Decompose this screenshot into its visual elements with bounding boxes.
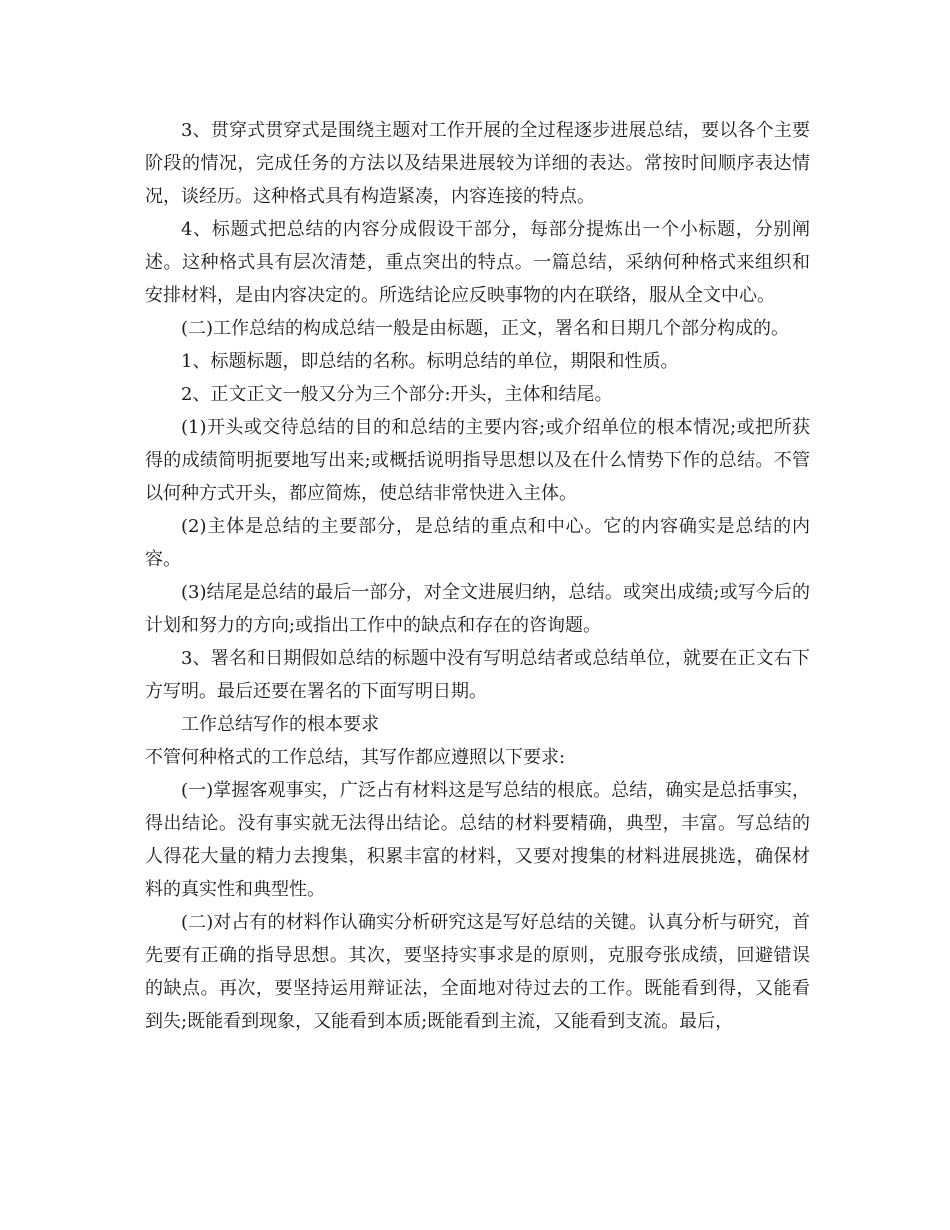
paragraph-ending: (3)结尾是总结的最后一部分，对全文进展归纳，总结。或突出成绩;或写今后的计划和努力的方向;或指出工作中的缺点和存在的咨询题。 [145, 582, 810, 636]
paragraph-structure: (二)工作总结的构成总结一般是由标题，正文，署名和日期几个部分构成的。 [181, 318, 790, 339]
paragraph-body-text: 2、正文正文一般又分为三个部分:开头，主体和结尾。 [181, 384, 613, 405]
paragraph-requirements-intro: 不管何种格式的工作总结，其写作都应遵照以下要求: [145, 747, 566, 768]
section-heading: 工作总结写作的根本要求 [181, 714, 379, 735]
paragraph-through-style: 3、贯穿式贯穿式是围绕主题对工作开展的全过程逐步进展总结，要以各个主要阶段的情况，完成任务的方法以及结果进展较为详细的表达。常按时间顺序表达情况，谈经历。这种格式具有构造紧凑，内容连接的特点。 [145, 120, 810, 207]
paragraph-title: 1、标题标题，即总结的名称。标明总结的单位，期限和性质。 [181, 351, 679, 372]
paragraph-main-body: (2)主体是总结的主要部分，是总结的重点和中心。它的内容确实是总结的内容。 [145, 516, 810, 570]
paragraph-requirement-two: (二)对占有的材料作认确实分析研究这是写好总结的关键。认真分析与研究，首先要有正确的指导思想。其次，要坚持实事求是的原则，克服夸张成绩，回避错误的缺点。再次，要坚持运用辩证法，全面地对待过去的工作。既能看到得，又能看到失;既能看到现象，又能看到本质;既能看到主流，又能看到支流。最后， [145, 912, 810, 1032]
document-body [145, 114, 810, 1038]
paragraph-heading-style: 4、标题式把总结的内容分成假设干部分，每部分提炼出一个小标题，分别阐述。这种格式具有层次清楚，重点突出的特点。一篇总结，采纳何种格式来组织和安排材料，是由内容决定的。所选结论应反映事物的内在联络，服从全文中心。 [145, 219, 810, 306]
paragraph-requirement-one: (一)掌握客观事实，广泛占有材料这是写总结的根底。总结，确实是总括事实，得出结论。没有事实就无法得出结论。总结的材料要精确，典型，丰富。写总结的人得花大量的精力去搜集，积累丰富的材料，又要对搜集的材料进展挑选，确保材料的真实性和典型性。 [145, 780, 810, 900]
paragraph-signature-date: 3、署名和日期假如总结的标题中没有写明总结者或总结单位，就要在正文右下方写明。最后还要在署名的下面写明日期。 [145, 648, 810, 702]
paragraph-opening: (1)开头或交待总结的目的和总结的主要内容;或介绍单位的根本情况;或把所获得的成绩简明扼要地写出来;或概括说明指导思想以及在什么情势下作的总结。不管以何种方式开头，都应简炼，使总结非常快进入主体。 [145, 417, 810, 504]
